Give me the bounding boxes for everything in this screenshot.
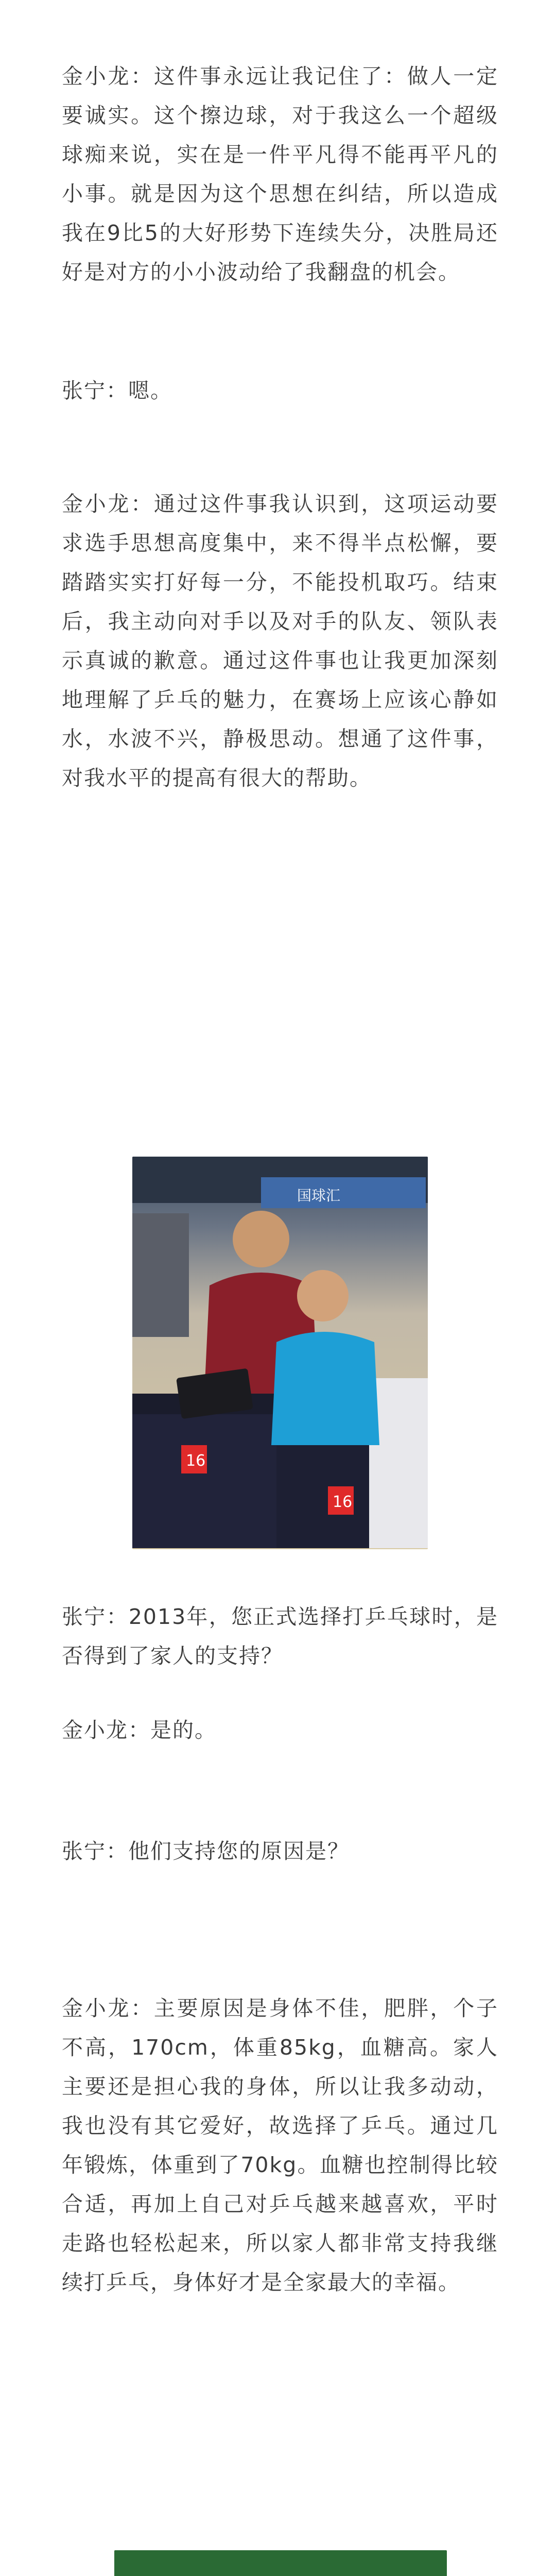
- photo-two-men-standing: [114, 2550, 447, 2576]
- photo-players-at-table: [132, 1157, 428, 1549]
- table-number: 16: [186, 1452, 206, 1470]
- paragraph-6: 张宁：他们支持您的原因是？: [62, 1839, 350, 1863]
- paragraph-4: 张宁：2013年，您正式选择打乒乓球时，是否得到了家人的支持？: [62, 1604, 498, 1668]
- paragraph-3: 金小龙：通过这件事我认识到，这项运动要求选手思想高度集中，来不得半点松懈，要踏踏实实打好每一分，不能投机取巧。结束后，我主动向对手以及对手的队友、领队表示真诚的歉意。通过这件事也让我更加深刻地理解了乒乓的魅力，在赛场上应该心静如水，水波不兴，静极思动。想通了这件事，对我水平的提高有很大的帮助。: [62, 492, 498, 790]
- paragraph-7: 金小龙：主要原因是身体不佳，肥胖，个子不高，170cm，体重85kg，血糖高。家人主要还是担心我的身体，所以让我多动动，我也没有其它爱好，故选择了乒乓。通过几年锻炼，体重到了70kg。血糖也控制得比较合适，再加上自己对乒乓越来越喜欢，平时走路也轻松起来，所以家人都非常支持我继续打乒乓，身体好才是全家最大的幸福。: [62, 1996, 498, 2295]
- front-number: 16: [333, 1493, 353, 1511]
- banner-text: 国球汇: [297, 1187, 341, 1204]
- paragraph-5: 金小龙：是的。: [62, 1718, 217, 1742]
- paragraph-1: 金小龙：这件事永远让我记住了：做人一定要诚实。这个擦边球，对于我这么一个超级球痴来说，实在是一件平凡得不能再平凡的小事。就是因为这个思想在纠结，所以造成我在9比5的大好形势下连续失分，决胜局还好是对方的小小波动给了我翻盘的机会。: [62, 64, 498, 284]
- paragraph-2: 张宁：嗯。: [62, 378, 172, 403]
